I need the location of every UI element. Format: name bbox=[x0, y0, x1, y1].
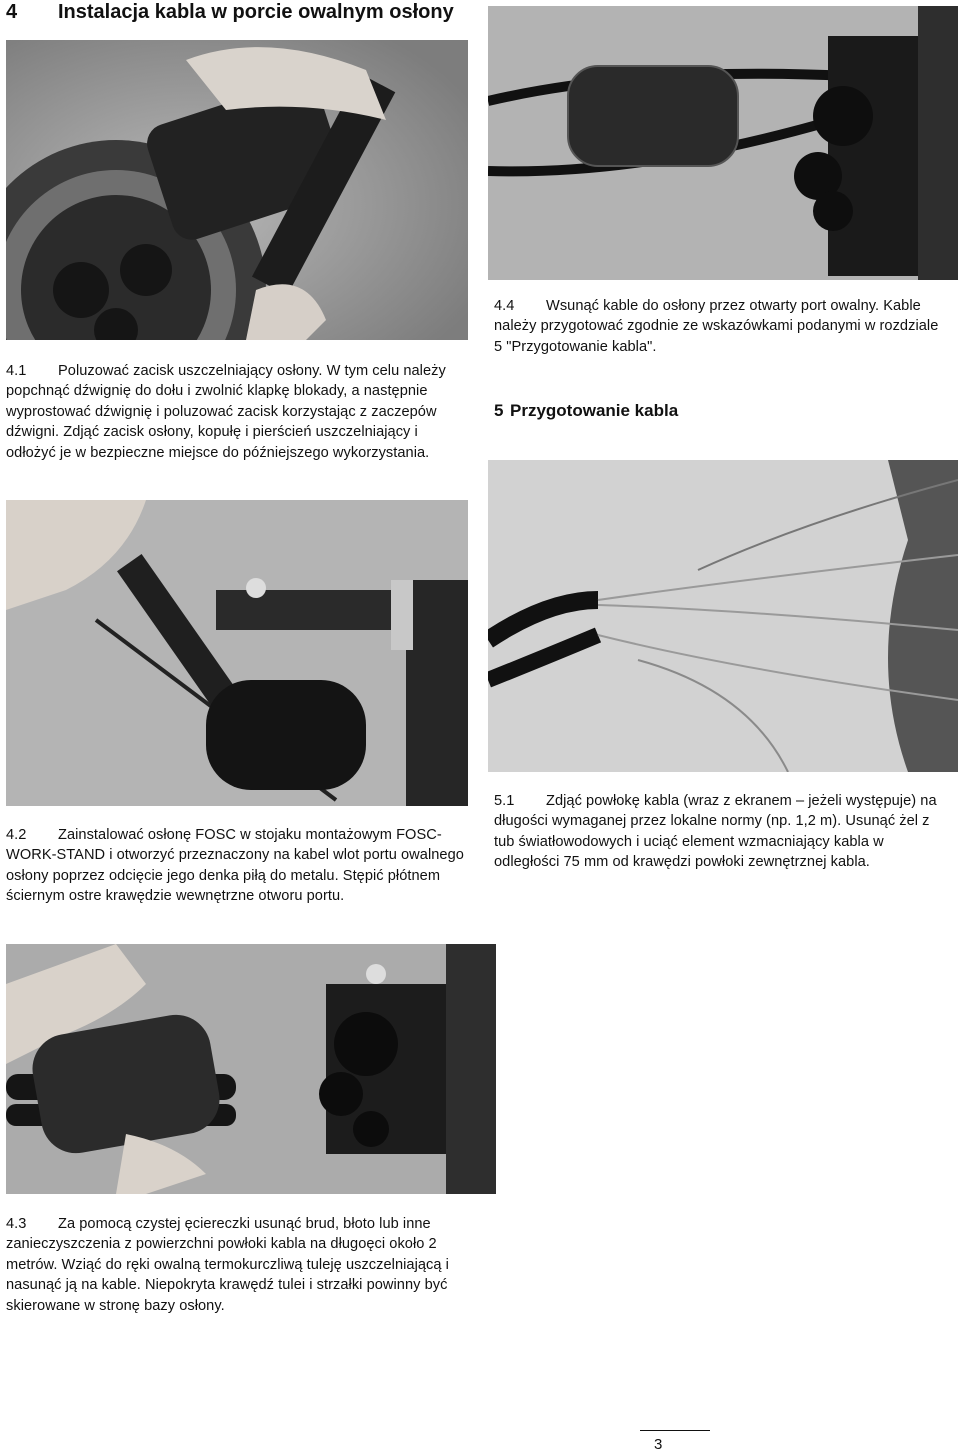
photo-step-4-3 bbox=[6, 944, 496, 1194]
section-5-number: 5 bbox=[494, 401, 504, 420]
step-4-4-body: Wsunąć kable do osłony przez otwarty port owalny. Kable należy przygotować zgodnie ze wskazówkami podanymi w rozdziale 5 "Przygotowanie kabla". bbox=[494, 298, 939, 355]
photo-step-4-1 bbox=[6, 40, 468, 340]
step-5-1-text bbox=[494, 791, 950, 873]
footer-rule bbox=[640, 1430, 710, 1431]
page-number: 3 bbox=[654, 1436, 663, 1453]
step-5-1-body: Zdjąć powłokę kabla (wraz z ekranem – jeżeli występuje) na długości wymaganej przez lokalne normy (np. 1,2 m). Usunąć żel z tub światłowodowych i uciąć element wzmacniający kabla w odległości 75 mm od krawędzi powłoki zewnętrznej kabla. bbox=[494, 793, 937, 871]
step-4-1-number: 4.1 bbox=[6, 363, 27, 379]
step-4-2-body: Zainstalować osłonę FOSC w stojaku montażowym FOSC-WORK-STAND i otworzyć przeznaczony na kabel wlot portu owalnego osłony poprzez odcięcie jego denka piłą do metalu. Stępić płótnem ściernym ostre krawędzie wewnętrzne otworu portu. bbox=[6, 827, 464, 905]
step-4-2-text bbox=[6, 825, 464, 907]
step-4-3-text bbox=[6, 1214, 464, 1316]
section-5-heading bbox=[494, 400, 678, 422]
step-4-1-text bbox=[6, 361, 464, 463]
photo-step-4-2 bbox=[6, 500, 468, 806]
photo-step-5-1 bbox=[488, 460, 958, 772]
section-5-title: Przygotowanie kabla bbox=[510, 401, 679, 420]
step-4-3-body: Za pomocą czystej ęciereczki usunąć brud, błoto lub inne zanieczyszczenia z powierzchni powłoki kabla na długoęci około 2 metrów. Wziąć do ręki owalną termokurczliwą tuleję uszczelniającą i nasunąć ją na kable. Niepokryta krawędź tulei i strzałki powinny być skierowane w stronę bazy osłony. bbox=[6, 1216, 449, 1314]
step-4-2-number: 4.2 bbox=[6, 827, 27, 843]
step-4-4-text bbox=[494, 296, 950, 357]
step-4-4-number: 4.4 bbox=[494, 298, 515, 314]
photo-step-4-4 bbox=[488, 6, 958, 280]
chapter-title bbox=[6, 0, 454, 24]
chapter-title-text: Instalacja kabla w porcie owalnym osłony bbox=[58, 1, 454, 23]
step-5-1-number: 5.1 bbox=[494, 793, 515, 809]
chapter-number: 4 bbox=[6, 1, 18, 23]
step-4-3-number: 4.3 bbox=[6, 1216, 27, 1232]
step-4-1-body: Poluzować zacisk uszczelniający osłony. W tym celu należy popchnąć dźwignię do dołu i zwolnić klapkę blokady, a następnie wyprostować dźwignię i poluzować zacisk korzystając z zaczepów dźwigni. Zdjąć zacisk osłony, kopułę i pierścień uszczelniający i odłożyć je w bezpieczne miejsce do późniejszego wykorzystania. bbox=[6, 363, 446, 461]
